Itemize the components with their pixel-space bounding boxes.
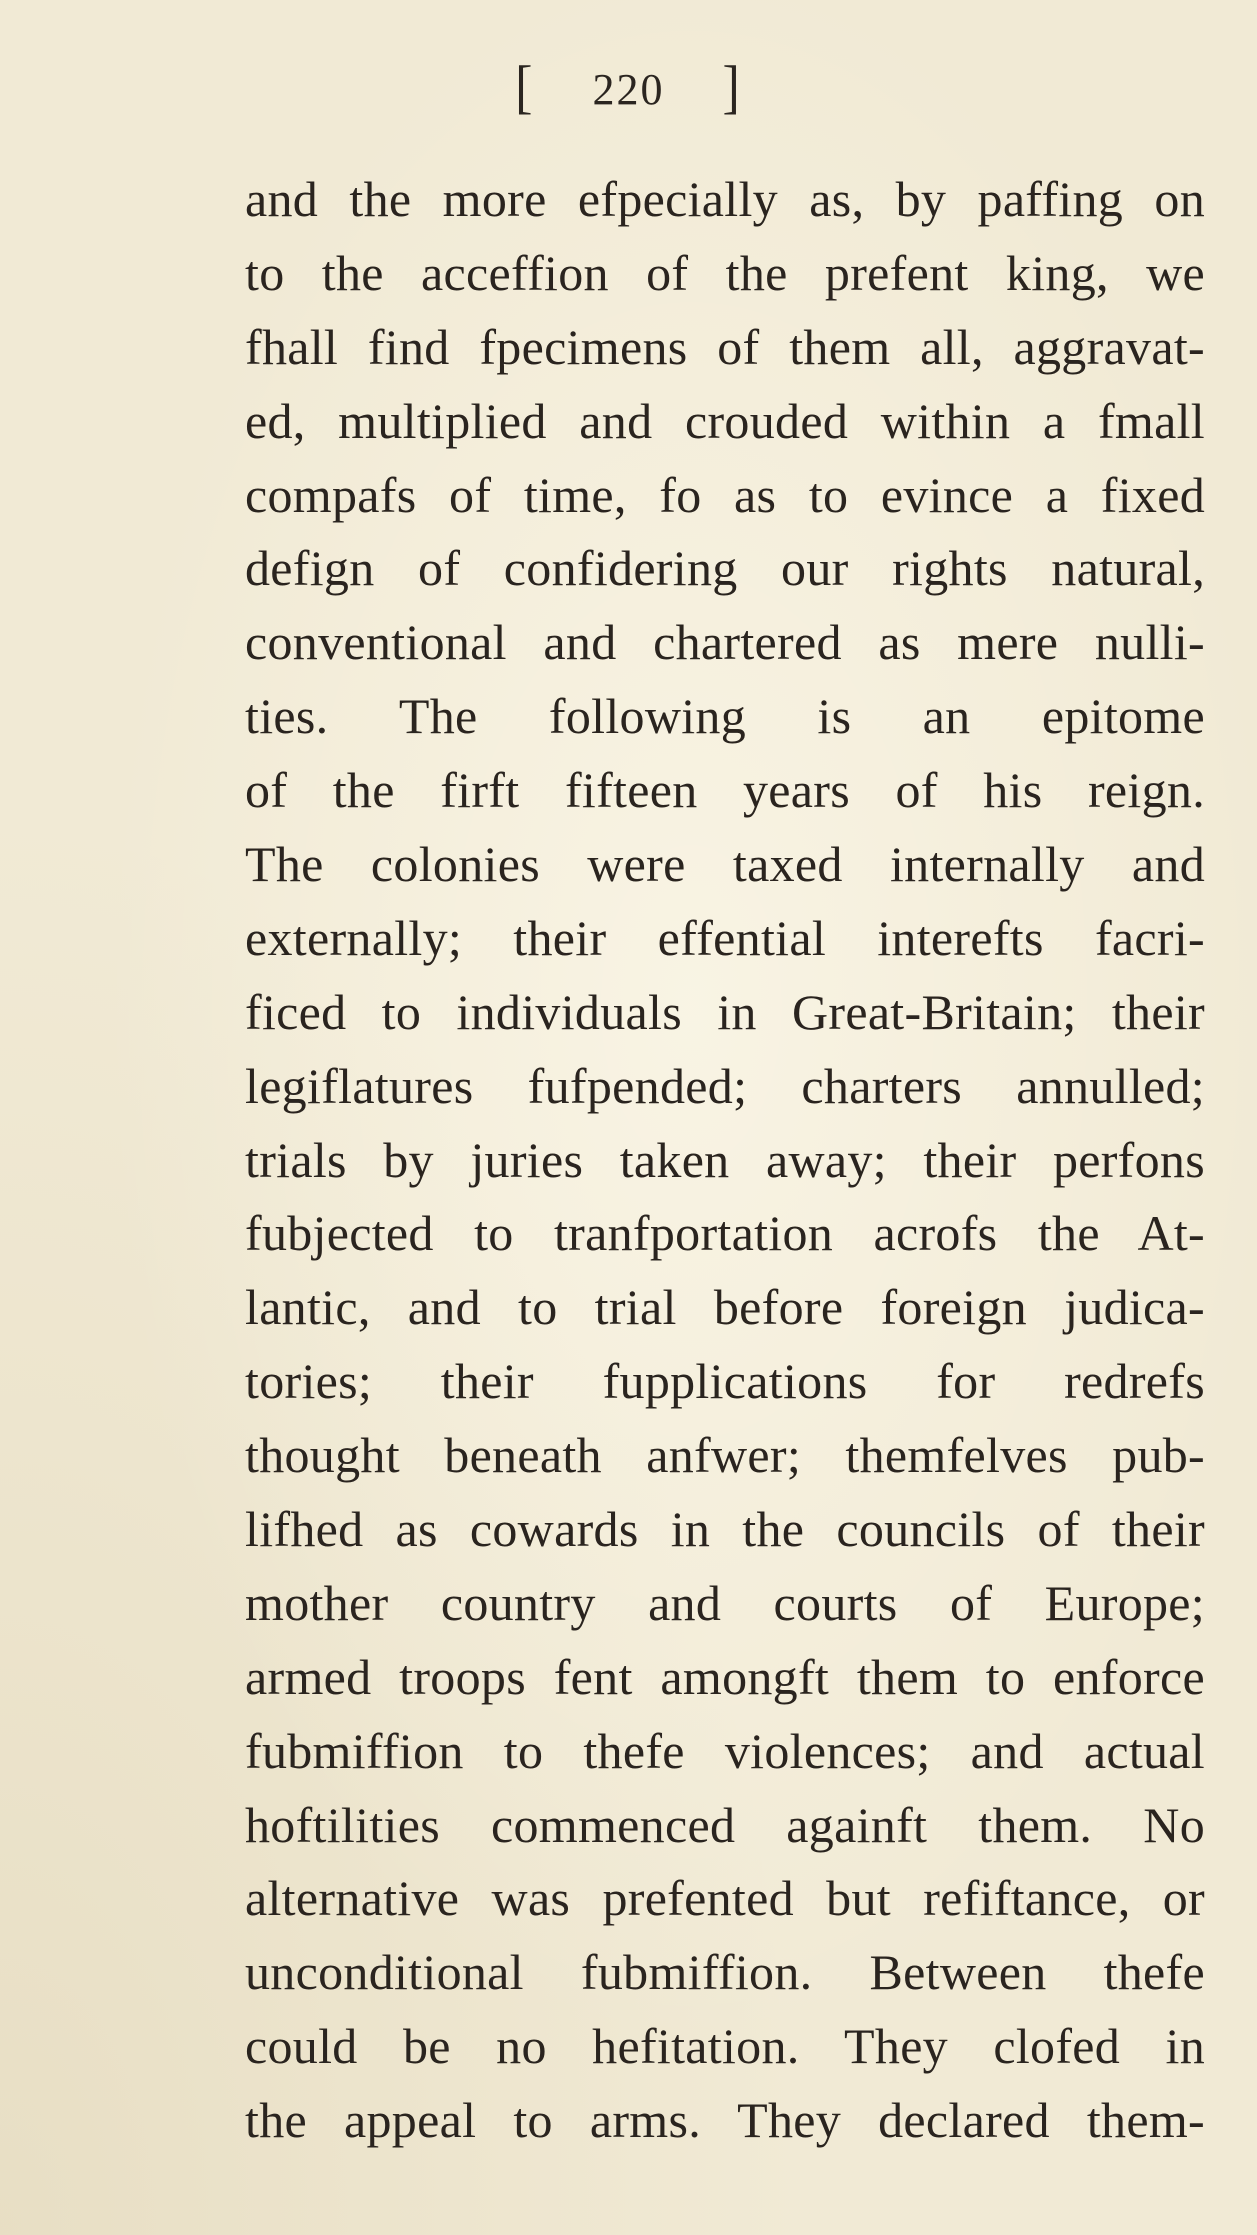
left-bracket: [ [515,54,535,121]
body-text [245,163,1205,2158]
text-line: The colonies were taxed internally and [245,836,1205,893]
text-line: trials by juries taken away; their perfons [245,1131,1205,1188]
text-line: to the acceffion of the prefent king, we [245,244,1205,301]
text-line: could be no hefitation. They clofed in [245,2018,1205,2075]
text-line: thought beneath anfwer; themfelves pub- [245,1427,1205,1484]
text-line: ficed to individuals in Great-Britain; their [245,983,1205,1040]
text-line: externally; their effential interefts facri- [245,909,1205,966]
page-header [0,54,1257,121]
text-line: mother country and courts of Europe; [245,1574,1205,1631]
text-line: lifhed as cowards in the councils of their [245,1501,1205,1558]
text-line: unconditional fubmiffion. Between thefe [245,1944,1205,2001]
text-line: ties. The following is an epitome [245,688,1205,745]
text-line: fubjected to tranfportation acrofs the At- [245,1205,1205,1262]
text-line: fhall find fpecimens of them all, aggravat- [245,318,1205,375]
page-number: 220 [592,65,665,114]
text-line: of the firft fifteen years of his reign. [245,762,1205,819]
text-line: ed, multiplied and crouded within a fmall [245,392,1205,449]
text-line: hoftilities commenced againft them. No [245,1796,1205,1853]
text-line: fubmiffion to thefe violences; and actual [245,1722,1205,1779]
text-line: and the more efpecially as, by paffing on [245,171,1205,227]
text-line: lantic, and to trial before foreign judica- [245,1279,1205,1336]
text-line: conventional and chartered as mere nulli- [245,614,1205,671]
text-line: legiflatures fufpended; charters annulled; [245,1057,1205,1114]
text-line: the appeal to arms. They declared them- [245,2092,1205,2149]
text-line: armed troops fent amongft them to enforce [245,1648,1205,1705]
text-line: compafs of time, fo as to evince a fixed [245,466,1205,523]
text-line: defign of confidering our rights natural, [245,540,1205,597]
text-line: tories; their fupplications for redrefs [245,1353,1205,1410]
text-line: alternative was prefented but refiftance, or [245,1870,1205,1927]
right-bracket: ] [722,54,742,121]
